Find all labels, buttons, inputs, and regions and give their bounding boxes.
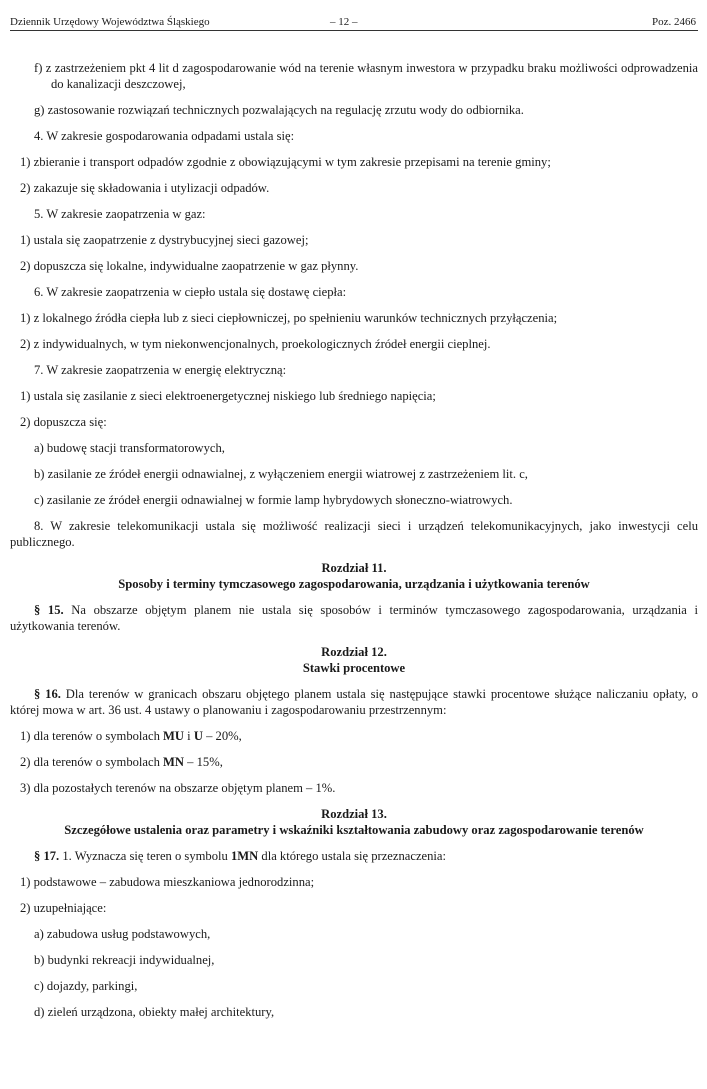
- section-16-item-1: [10, 728, 698, 744]
- item-1-prefix: 1) dla terenów o symbolach: [20, 729, 164, 743]
- page-number: – 12 –: [330, 16, 358, 28]
- chapter-13-title: Szczegółowe ustalenia oraz parametry i wskaźniki kształtowania zabudowy oraz zagospodarowanie terenów: [64, 823, 644, 837]
- paragraph-8: 8. W zakresie telekomunikacji ustala się możliwość realizacji sieci i urządzeń telekomunikacyjnych, jako inwestycji celu publicznego.: [10, 519, 698, 549]
- paragraph-6-1: 1) z lokalnego źródła ciepła lub z sieci ciepłowniczej, po spełnieniu warunków technicznych przyłączenia;: [20, 311, 558, 325]
- paragraph-7-1: 1) ustala się zasilanie z sieci elektroenergetycznej niskiego lub średniego napięcia;: [20, 389, 436, 403]
- item-1-rate: – 20%,: [202, 729, 242, 743]
- symbol-mu: MU: [163, 729, 185, 743]
- symbol-u: U: [193, 729, 203, 743]
- section-17-label: § 17.: [34, 849, 60, 863]
- position-number: Poz. 2466: [652, 16, 696, 28]
- section-17-item-1: 1) podstawowe – zabudowa mieszkaniowa jednorodzinna;: [20, 875, 315, 889]
- paragraph-5-2: 2) dopuszcza się lokalne, indywidualne zaopatrzenie w gaz płynny.: [20, 259, 359, 273]
- paragraph-6: 6. W zakresie zaopatrzenia w ciepło ustala się dostawę ciepła:: [34, 285, 347, 299]
- section-17-item-2-a: a) zabudowa usług podstawowych,: [34, 927, 211, 941]
- section-17-item-2-d: d) zieleń urządzona, obiekty małej architektury,: [34, 1005, 275, 1019]
- journal-title: Dziennik Urzędowy Województwa Śląskiego: [10, 16, 210, 28]
- paragraph-g: g) zastosowanie rozwiązań technicznych pozwalających na regulację zrzutu wody do odbiornika.: [34, 103, 524, 117]
- paragraph-7: 7. W zakresie zaopatrzenia w energię elektryczną:: [34, 363, 287, 377]
- section-15-label: § 15.: [34, 603, 64, 617]
- paragraph-4: 4. W zakresie gospodarowania odpadami ustala się:: [34, 129, 295, 143]
- section-16-item-2: [10, 754, 698, 770]
- chapter-12-number: Rozdział 12.: [321, 645, 387, 659]
- section-16-item-3: 3) dla pozostałych terenów na obszarze objętym planem – 1%.: [20, 781, 336, 795]
- chapter-13-heading: [10, 806, 698, 838]
- chapter-11-title: Sposoby i terminy tymczasowego zagospodarowania, urządzania i użytkowania terenów: [118, 577, 590, 591]
- section-17-text-pre: 1. Wyznacza się teren o symbolu: [59, 849, 231, 863]
- section-17-text-post: dla którego ustala się przeznaczenia:: [258, 849, 447, 863]
- paragraph-6-2: 2) z indywidualnych, w tym niekonwencjonalnych, proekologicznych źródeł energii cieplnej.: [20, 337, 491, 351]
- chapter-11-number: Rozdział 11.: [321, 561, 387, 575]
- chapter-11-heading: [10, 560, 698, 592]
- item-2-rate: – 15%,: [184, 755, 223, 769]
- paragraph-4-1: 1) zbieranie i transport odpadów zgodnie z obowiązującymi w tym zakresie przepisami na terenie gminy;: [20, 155, 551, 169]
- chapter-12-title: Stawki procentowe: [302, 661, 406, 675]
- chapter-12-heading: [10, 644, 698, 676]
- paragraph-4-2: 2) zakazuje się składowania i utylizacji odpadów.: [20, 181, 270, 195]
- section-17-item-2-b: b) budynki rekreacji indywidualnej,: [34, 953, 215, 967]
- item-1-conj: i: [184, 729, 194, 743]
- paragraph-7-2-c: c) zasilanie ze źródeł energii odnawialnej w formie lamp hybrydowych słoneczno-wiatrowych.: [34, 493, 513, 507]
- symbol-1mn: 1MN: [230, 849, 259, 863]
- section-16-text: Dla terenów w granicach obszaru objętego planem ustala się następujące stawki procentowe służące naliczaniu opłaty, o której mowa w art. 36 ust. 4 ustawy o planowaniu i zagospodarowaniu przestrzennym:: [10, 687, 699, 717]
- document-body: [10, 60, 698, 1030]
- paragraph-7-2-a: a) budowę stacji transformatorowych,: [34, 441, 225, 455]
- section-16: [10, 686, 698, 718]
- section-17-item-2-c: c) dojazdy, parkingi,: [34, 979, 138, 993]
- section-17-item-2: 2) uzupełniające:: [20, 901, 107, 915]
- item-2-prefix: 2) dla terenów o symbolach: [20, 755, 164, 769]
- paragraph-5-1: 1) ustala się zaopatrzenie z dystrybucyjnej sieci gazowej;: [20, 233, 309, 247]
- section-15: [10, 602, 698, 634]
- chapter-13-number: Rozdział 13.: [321, 807, 387, 821]
- section-17: [10, 848, 698, 864]
- paragraph-f: f) z zastrzeżeniem pkt 4 lit d zagospodarowanie wód na terenie własnym inwestora w przypadku braku możliwości odprowadzenia do kanalizacji deszczowej,: [34, 61, 698, 91]
- section-15-text: Na obszarze objętym planem nie ustala się sposobów i terminów tymczasowego zagospodarowania, urządzania i użytkowania terenów.: [10, 603, 698, 633]
- symbol-mn: MN: [163, 755, 185, 769]
- paragraph-7-2: 2) dopuszcza się:: [20, 415, 107, 429]
- paragraph-5: 5. W zakresie zaopatrzenia w gaz:: [34, 207, 206, 221]
- paragraph-7-2-b: b) zasilanie ze źródeł energii odnawialnej, z wyłączeniem energii wiatrowej z zastrzeżeniem lit. c,: [34, 467, 528, 481]
- section-16-label: § 16.: [34, 687, 61, 701]
- page-header: [10, 0, 698, 31]
